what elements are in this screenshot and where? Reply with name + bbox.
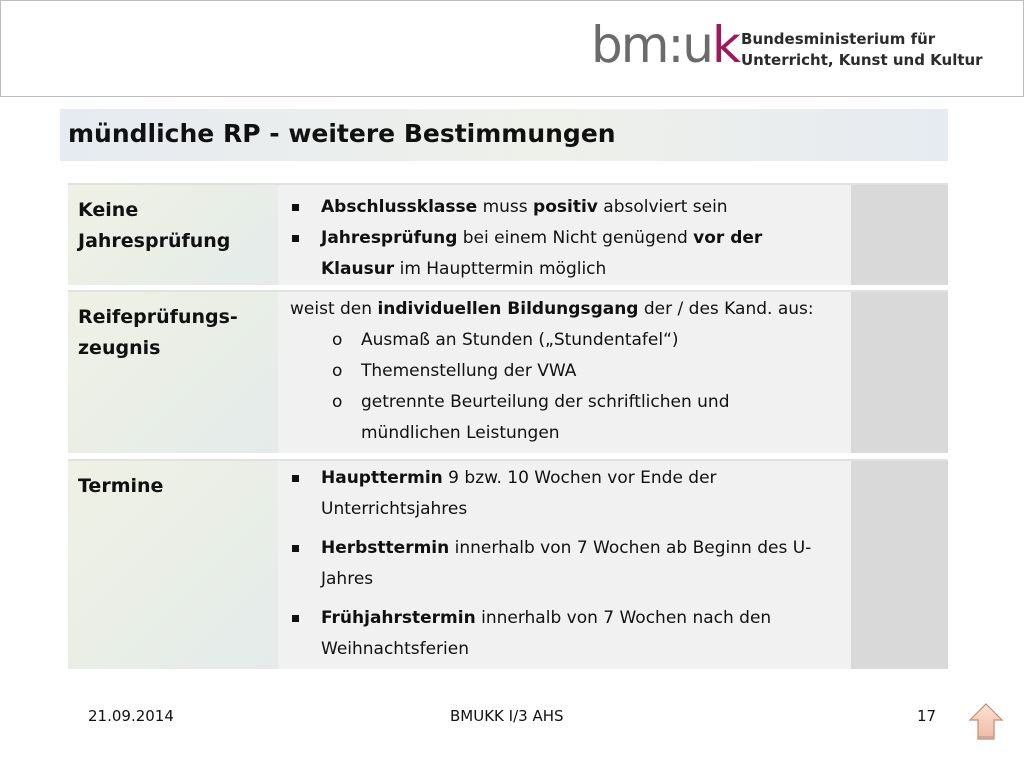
- item-text: absolviert sein: [597, 197, 728, 217]
- row-blank-cell: [851, 461, 948, 669]
- row-label: Keine Jahresprüfung: [78, 199, 231, 252]
- ministry-name-line1: Bundesministerium für: [741, 30, 936, 48]
- item-text: innerhalb von 7 Wochen nach den Weihnachtsferien: [321, 608, 772, 659]
- footer-center: BMUKK I/3 AHS: [450, 707, 564, 725]
- item-bold: positiv: [533, 197, 598, 217]
- home-button[interactable]: [968, 702, 1004, 742]
- list-item: [290, 603, 838, 665]
- row-label-cell: [68, 461, 278, 669]
- item-text: bei einem Nicht genügend: [457, 228, 694, 248]
- item-bold: Herbsttermin: [321, 538, 450, 558]
- page-number: 17: [917, 707, 937, 725]
- row-label: Termine: [78, 475, 164, 497]
- row-label: Reifeprüfungs-zeugnis: [78, 306, 238, 359]
- item-bold: Frühjahrstermin: [321, 608, 476, 628]
- list-item: [290, 223, 810, 285]
- intro-text: weist den: [290, 299, 378, 319]
- logo-mark: bm:uk: [591, 16, 739, 74]
- list-item: [290, 463, 838, 525]
- circle-bullet-icon: o: [332, 392, 343, 412]
- sub-list-item: [290, 356, 820, 387]
- row-blank-cell: [851, 292, 948, 453]
- title-bar: [60, 109, 948, 161]
- sub-item-text: Themenstellung der VWA: [361, 361, 577, 381]
- row-blank-cell: [851, 185, 948, 285]
- item-bold: vor der Klausur: [321, 228, 763, 279]
- row-intro: [290, 294, 820, 325]
- slide-header: [0, 0, 1024, 97]
- row-label-cell: [68, 292, 278, 453]
- intro-bold: individuellen Bildungsgang: [377, 299, 639, 319]
- square-bullet-icon: [292, 204, 299, 211]
- row-label-cell: [68, 185, 278, 285]
- sub-list-item: [290, 325, 820, 356]
- footer-date: 21.09.2014: [88, 707, 174, 725]
- sub-list-item: [290, 387, 820, 449]
- home-icon: [968, 702, 1004, 742]
- row-content: [290, 294, 820, 449]
- sub-item-text: Ausmaß an Stunden („Stundentafel“): [361, 330, 679, 350]
- sub-item-text: getrennte Beurteilung der schriftlichen und mündlichen Leistungen: [361, 392, 730, 443]
- intro-text: der / des Kand. aus:: [638, 299, 814, 319]
- list-item: [290, 192, 810, 223]
- square-bullet-icon: [292, 235, 299, 242]
- item-text: 9 bzw. 10 Wochen vor Ende der Unterrichtsjahres: [321, 468, 717, 519]
- ministry-name: [741, 29, 983, 71]
- square-bullet-icon: [292, 545, 299, 552]
- item-text: im Haupttermin möglich: [394, 259, 607, 279]
- slide-title: mündliche RP - weitere Bestimmungen: [68, 119, 616, 148]
- item-text: innerhalb von 7 Wochen ab Beginn des U-Jahres: [321, 538, 812, 589]
- item-bold: Abschlussklasse: [321, 197, 478, 217]
- item-bold: Jahresprüfung: [321, 228, 458, 248]
- row-content: [290, 463, 838, 665]
- circle-bullet-icon: o: [332, 361, 343, 381]
- square-bullet-icon: [292, 615, 299, 622]
- row-content: [290, 192, 810, 285]
- ministry-logo: [591, 16, 983, 75]
- circle-bullet-icon: o: [332, 330, 343, 350]
- item-bold: Haupttermin: [321, 468, 443, 488]
- list-item: [290, 533, 838, 595]
- ministry-name-line2: Unterricht, Kunst und Kultur: [741, 51, 983, 69]
- square-bullet-icon: [292, 475, 299, 482]
- item-text: muss: [477, 197, 534, 217]
